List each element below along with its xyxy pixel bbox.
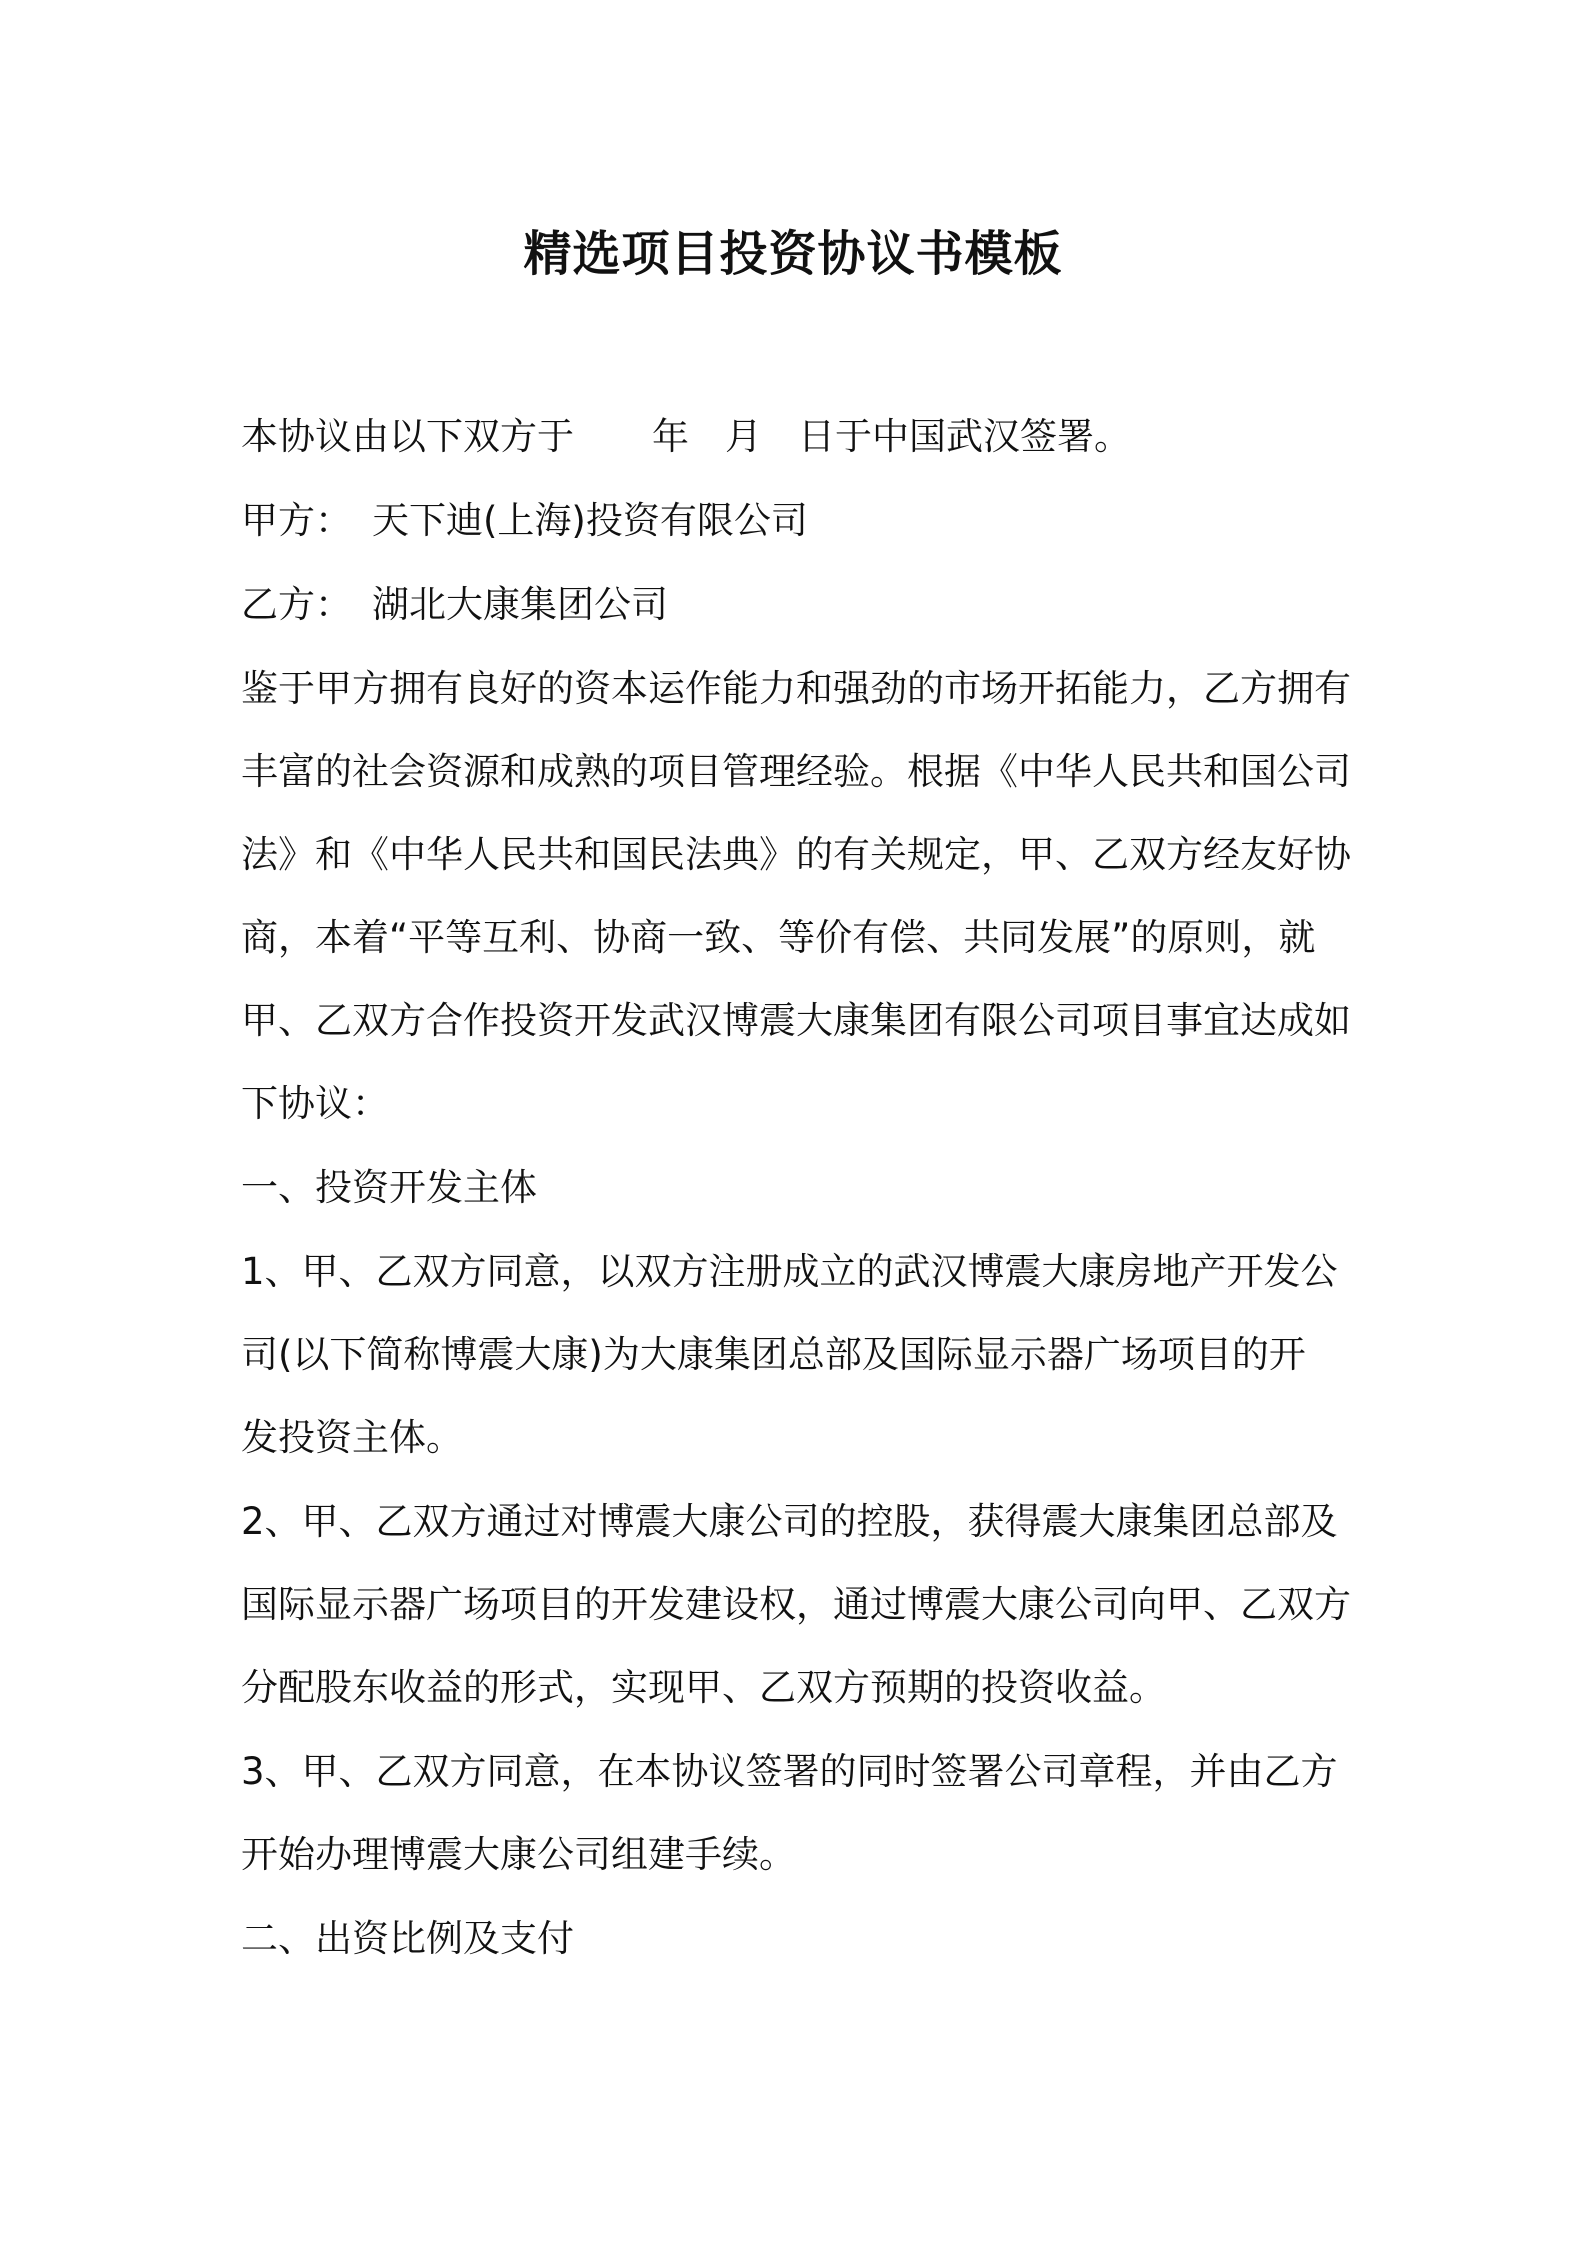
clause-2-line: 分配股东收益的形式，实现甲、乙双方预期的投资收益。 xyxy=(241,1666,1166,1709)
document-title: 精选项目投资协议书模板 xyxy=(523,226,1063,282)
month-label: 月 xyxy=(725,415,762,458)
clause-1-line: 发投资主体。 xyxy=(241,1416,463,1459)
clause-1-line: 1、甲、乙双方同意，以双方注册成立的武汉博震大康房地产开发公 xyxy=(241,1250,1338,1293)
preamble-line: 商，本着“平等互利、协商一致、等价有偿、共同发展”的原则，就 xyxy=(241,916,1316,959)
party-b-name: 湖北大康集团公司 xyxy=(372,583,668,626)
preamble-line: 甲、乙双方合作投资开发武汉博震大康集团有限公司项目事宜达成如 xyxy=(241,999,1351,1042)
party-b-line xyxy=(241,580,668,630)
party-b-label: 乙方： xyxy=(241,583,352,626)
preamble-line: 下协议： xyxy=(241,1082,389,1125)
preamble-line: 法》和《中华人民共和国民法典》的有关规定，甲、乙双方经友好协 xyxy=(241,833,1351,876)
clause-3-line: 开始办理博震大康公司组建手续。 xyxy=(241,1833,796,1876)
clause-2-line: 2、甲、乙双方通过对博震大康公司的控股，获得震大康集团总部及 xyxy=(241,1500,1338,1543)
year-label: 年 xyxy=(652,415,689,458)
intro-after-day: 日于中国武汉签署。 xyxy=(798,415,1131,458)
clause-2-line: 国际显示器广场项目的开发建设权，通过博震大康公司向甲、乙双方 xyxy=(241,1583,1351,1626)
signing-date-line xyxy=(241,412,1131,462)
party-a-name: 天下迪(上海)投资有限公司 xyxy=(372,499,808,542)
section-heading-1: 一、投资开发主体 xyxy=(241,1166,537,1209)
section-heading-2: 二、出资比例及支付 xyxy=(241,1917,574,1960)
party-a-label: 甲方： xyxy=(241,499,352,542)
party-a-line xyxy=(241,496,808,546)
preamble-line: 鉴于甲方拥有良好的资本运作能力和强劲的市场开拓能力，乙方拥有 xyxy=(241,667,1351,710)
clause-1-line: 司(以下简称博震大康)为大康集团总部及国际显示器广场项目的开 xyxy=(241,1333,1306,1376)
preamble-line: 丰富的社会资源和成熟的项目管理经验。根据《中华人民共和国公司 xyxy=(241,750,1351,793)
clause-3-line: 3、甲、乙双方同意，在本协议签署的同时签署公司章程，并由乙方 xyxy=(241,1750,1338,1793)
intro-before-year: 本协议由以下双方于 xyxy=(241,415,574,458)
